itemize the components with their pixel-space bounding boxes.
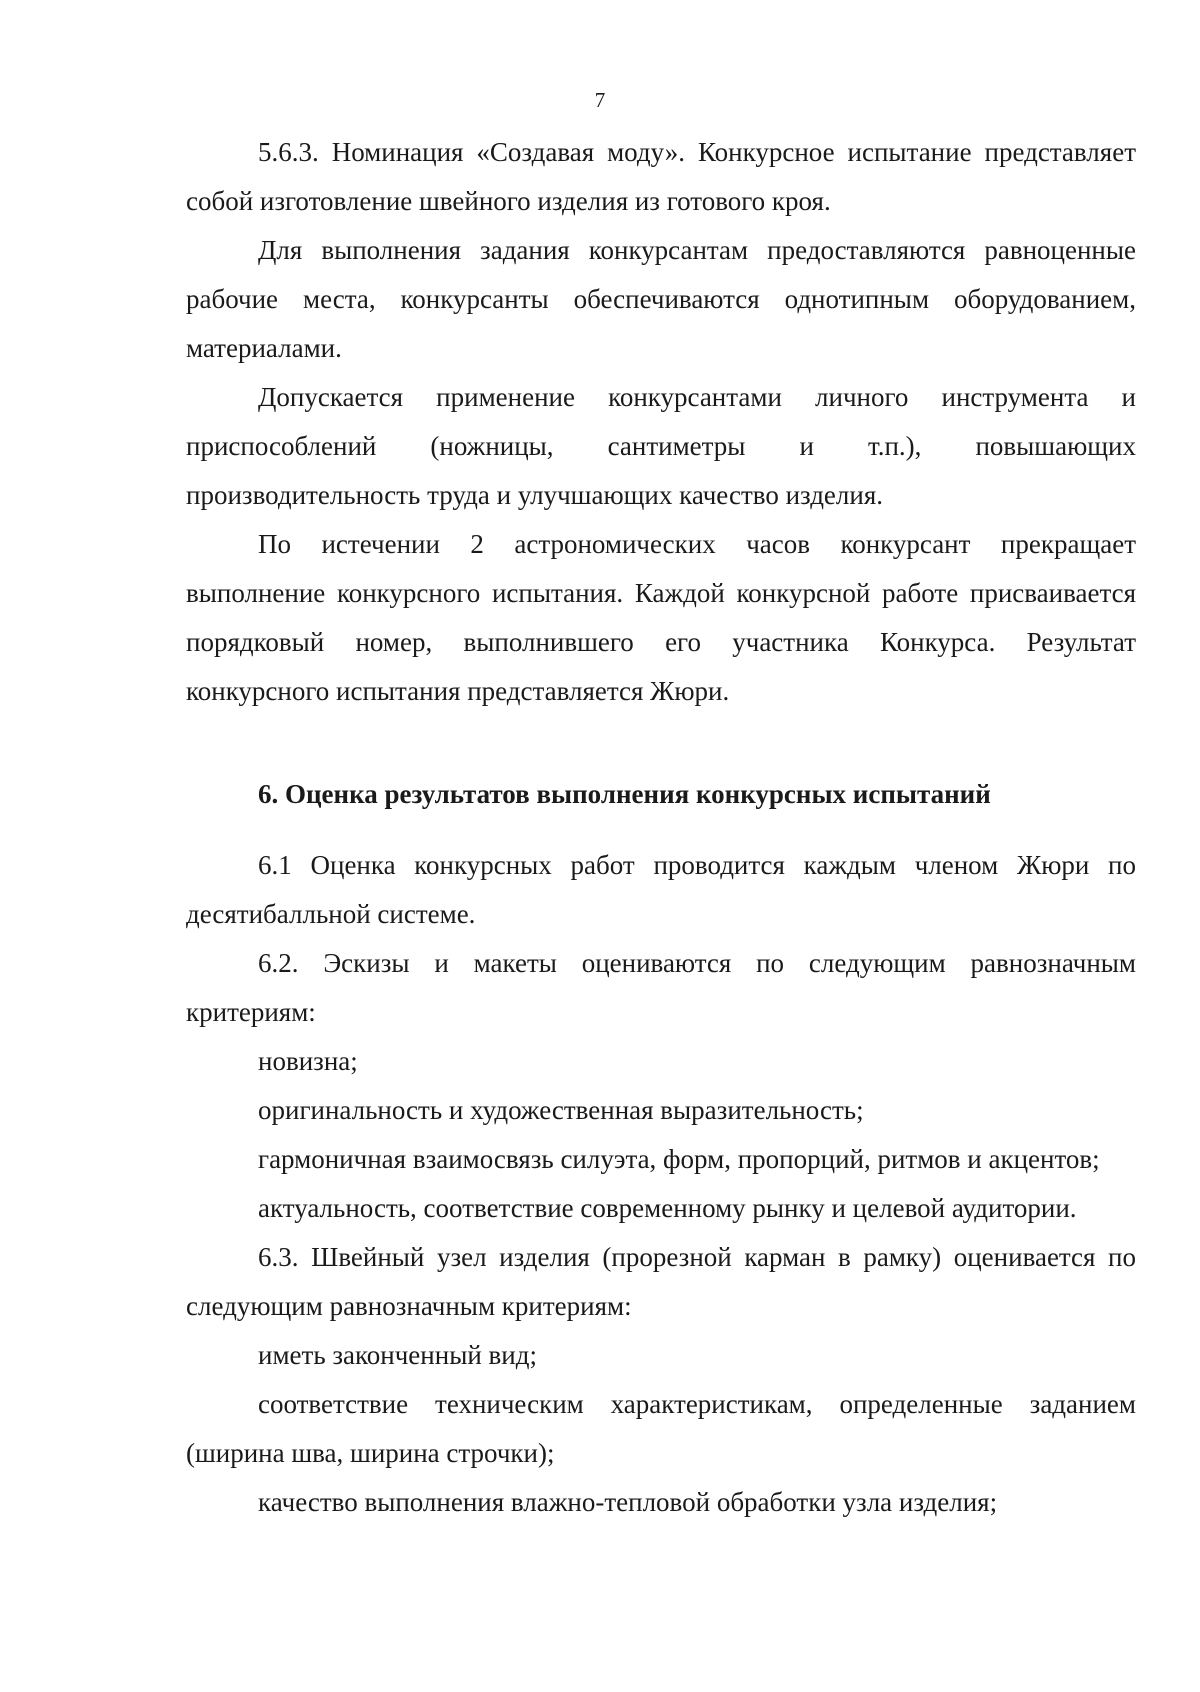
paragraph-workplaces: Для выполнения задания конкурсантам предоставляются равноценные рабочие места, конкурсанты обеспечиваются однотипным оборудованием, материалами.: [186, 235, 1136, 363]
section-6: [186, 841, 1136, 1527]
paragraph-time-limit: По истечении 2 астрономических часов конкурсант прекращает выполнение конкурсного испытания. Каждой конкурсной работе присваивается порядковый номер, выполнившего его участника Конкурса. Результат конкурсного испытания представляется Жюри.: [186, 529, 1136, 706]
criterion-finished-look: иметь законченный вид;: [258, 1340, 537, 1370]
page-number: 7: [594, 88, 606, 112]
criterion-novelty: новизна;: [258, 1046, 358, 1076]
section-6-heading: 6. Оценка результатов выполнения конкурсных испытаний: [258, 779, 991, 809]
paragraph-5-6-3: 5.6.3. Номинация «Создавая моду». Конкурсное испытание представляет собой изготовление швейного изделия из готового кроя.: [186, 137, 1136, 216]
paragraph-tools: Допускается применение конкурсантами личного инструмента и приспособлений (ножницы, сантиметры и т.п.), повышающих производительность труда и улучшающих качество изделия.: [186, 382, 1136, 510]
criterion-originality: оригинальность и художественная выразительность;: [258, 1095, 864, 1125]
paragraph-6-3: 6.3. Швейный узел изделия (прорезной карман в рамку) оценивается по следующим равнозначным критериям:: [186, 1242, 1136, 1321]
paragraph-6-1: 6.1 Оценка конкурсных работ проводится каждым членом Жюри по десятибалльной системе.: [186, 850, 1136, 929]
criterion-heat-treatment: качество выполнения влажно-тепловой обработки узла изделия;: [258, 1487, 998, 1517]
section-5: [186, 128, 1136, 716]
criterion-relevance: актуальность, соответствие современному рынку и целевой аудитории.: [258, 1193, 1077, 1223]
document-body: [186, 128, 1136, 1527]
criterion-harmony: гармоничная взаимосвязь силуэта, форм, пропорций, ритмов и акцентов;: [258, 1144, 1100, 1174]
paragraph-6-2: 6.2. Эскизы и макеты оцениваются по следующим равнозначным критериям:: [186, 948, 1136, 1027]
criterion-technical-compliance: соответствие техническим характеристикам, определенные заданием (ширина шва, ширина строчки);: [186, 1389, 1136, 1468]
